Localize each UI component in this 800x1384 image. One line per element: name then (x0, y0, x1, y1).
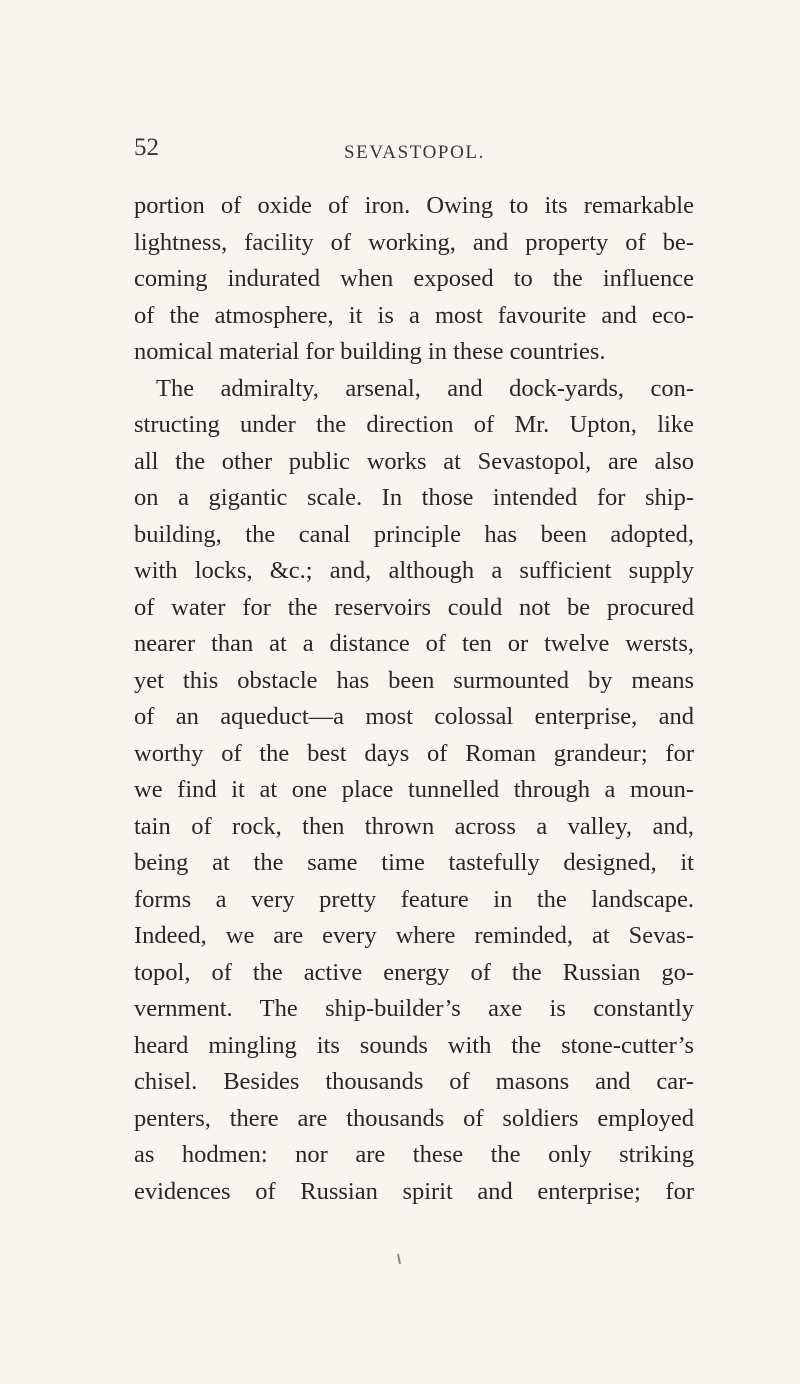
text-line: structing under the direction of Mr. Upton, like (134, 411, 694, 438)
text-line: vernment. The ship-builder’s axe is constantly (134, 995, 694, 1022)
text-line: nearer than at a distance of ten or twelve wersts, (134, 630, 694, 657)
text-line: we find it at one place tunnelled through a moun- (134, 776, 694, 803)
text-line: portion of oxide of iron. Owing to its remarkable (134, 192, 694, 219)
text-line: of water for the reservoirs could not be procured (134, 593, 694, 621)
running-title: SEVASTOPOL. (344, 142, 485, 163)
text-line-paragraph-start: The admiralty, arsenal, and dock-yards, con- (156, 374, 694, 402)
text-line: yet this obstacle has been surmounted by means (134, 666, 694, 694)
print-speck (397, 1254, 401, 1264)
body-text (134, 188, 694, 1210)
text-line: worthy of the best days of Roman grandeur; for (134, 739, 694, 767)
text-line: Indeed, we are every where reminded, at Sevas- (134, 922, 694, 949)
text-line: chisel. Besides thousands of masons and car- (134, 1068, 694, 1095)
text-line: as hodmen: nor are these the only striking (134, 1141, 694, 1168)
text-line: with locks, &c.; and, although a sufficient supply (134, 557, 694, 584)
text-line: being at the same time tastefully designed, it (134, 849, 694, 876)
text-line: of an aqueduct—a most colossal enterprise, and (134, 703, 694, 730)
text-line: building, the canal principle has been adopted, (134, 520, 694, 548)
text-line: on a gigantic scale. In those intended for ship- (134, 484, 694, 511)
text-line: of the atmosphere, it is a most favourite and eco- (134, 301, 694, 329)
text-line: evidences of Russian spirit and enterprise; for (134, 1177, 694, 1205)
page-header (134, 134, 694, 168)
text-line: tain of rock, then thrown across a valley, and, (134, 812, 694, 840)
page-number: 52 (134, 134, 159, 161)
text-line: nomical material for building in these countries. (134, 338, 606, 365)
text-line: all the other public works at Sevastopol, are also (134, 447, 694, 475)
text-line: topol, of the active energy of the Russian go- (134, 958, 694, 986)
text-line: penters, there are thousands of soldiers employed (134, 1104, 694, 1132)
text-line: lightness, facility of working, and property of be- (134, 228, 694, 256)
text-line: forms a very pretty feature in the landscape. (134, 885, 694, 913)
text-line: heard mingling its sounds with the stone-cutter’s (134, 1031, 694, 1059)
text-line: coming indurated when exposed to the influence (134, 265, 694, 292)
